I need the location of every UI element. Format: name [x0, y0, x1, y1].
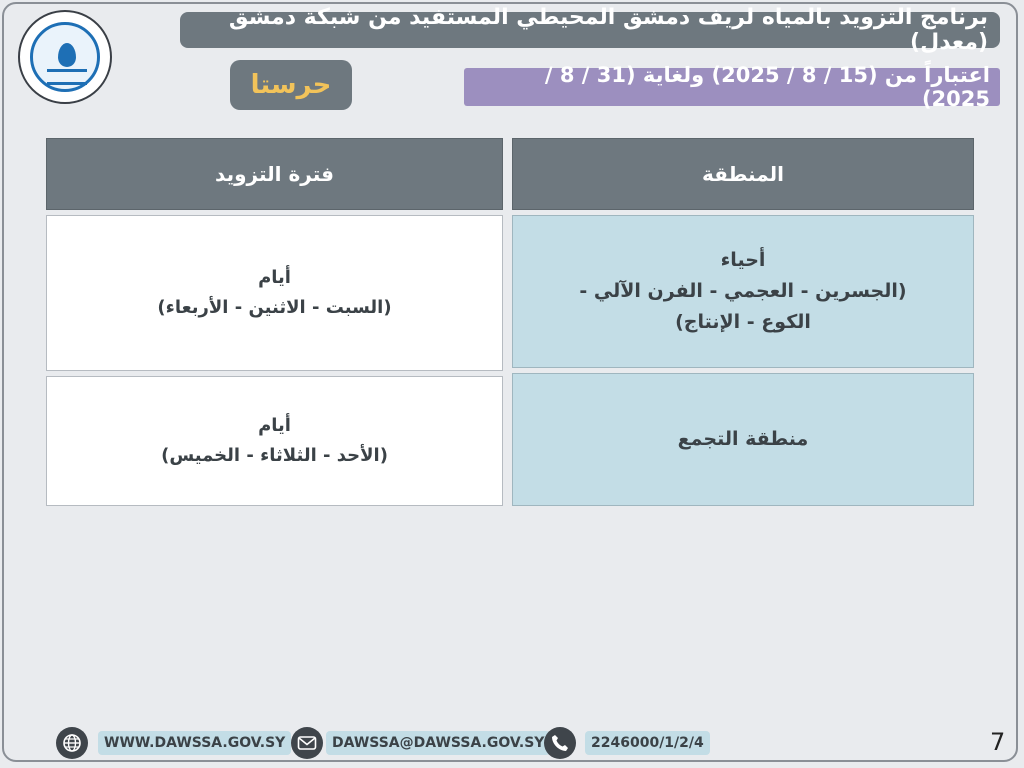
logo-emblem — [30, 22, 100, 92]
region-text: (الجسرين - العجمي - الفرن الآلي - — [579, 280, 907, 302]
table-row-region — [512, 373, 974, 506]
city-badge: حرستا — [230, 60, 352, 110]
table-row-region — [512, 215, 974, 368]
table-row-period — [46, 376, 503, 506]
region-text: منطقة التجمع — [677, 428, 809, 450]
region-text: الكوع - الإنتاج) — [675, 311, 811, 333]
page-number: 7 — [990, 728, 1006, 756]
region-text: أحياء — [720, 249, 766, 271]
water-authority-logo — [18, 10, 112, 104]
date-range-bar: اعتباراً من (15 / 8 / 2025) ولغاية (31 / 8 / 2025) — [464, 68, 1000, 106]
table-row-period — [46, 215, 503, 371]
water-drop-icon — [58, 43, 76, 67]
phone-icon — [544, 727, 576, 759]
website-link[interactable]: WWW.DAWSSA.GOV.SY — [98, 731, 291, 755]
period-text: أيام — [258, 267, 291, 288]
waves-icon — [47, 69, 87, 85]
period-text: أيام — [258, 415, 291, 436]
email-link[interactable]: DAWSSA@DAWSSA.GOV.SY — [326, 731, 550, 755]
period-text: (السبت - الاثنين - الأربعاء) — [157, 297, 392, 318]
column-header-region: المنطقة — [512, 138, 974, 210]
phone-number: 2246000/1/2/4 — [585, 731, 710, 755]
period-text: (الأحد - الثلاثاء - الخميس) — [161, 445, 388, 466]
globe-icon — [56, 727, 88, 759]
envelope-icon — [291, 727, 323, 759]
page-title: برنامج التزويد بالمياه لريف دمشق المحيطي المستفيد من شبكة دمشق (معدل) — [180, 12, 1000, 48]
column-header-period: فترة التزويد — [46, 138, 503, 210]
